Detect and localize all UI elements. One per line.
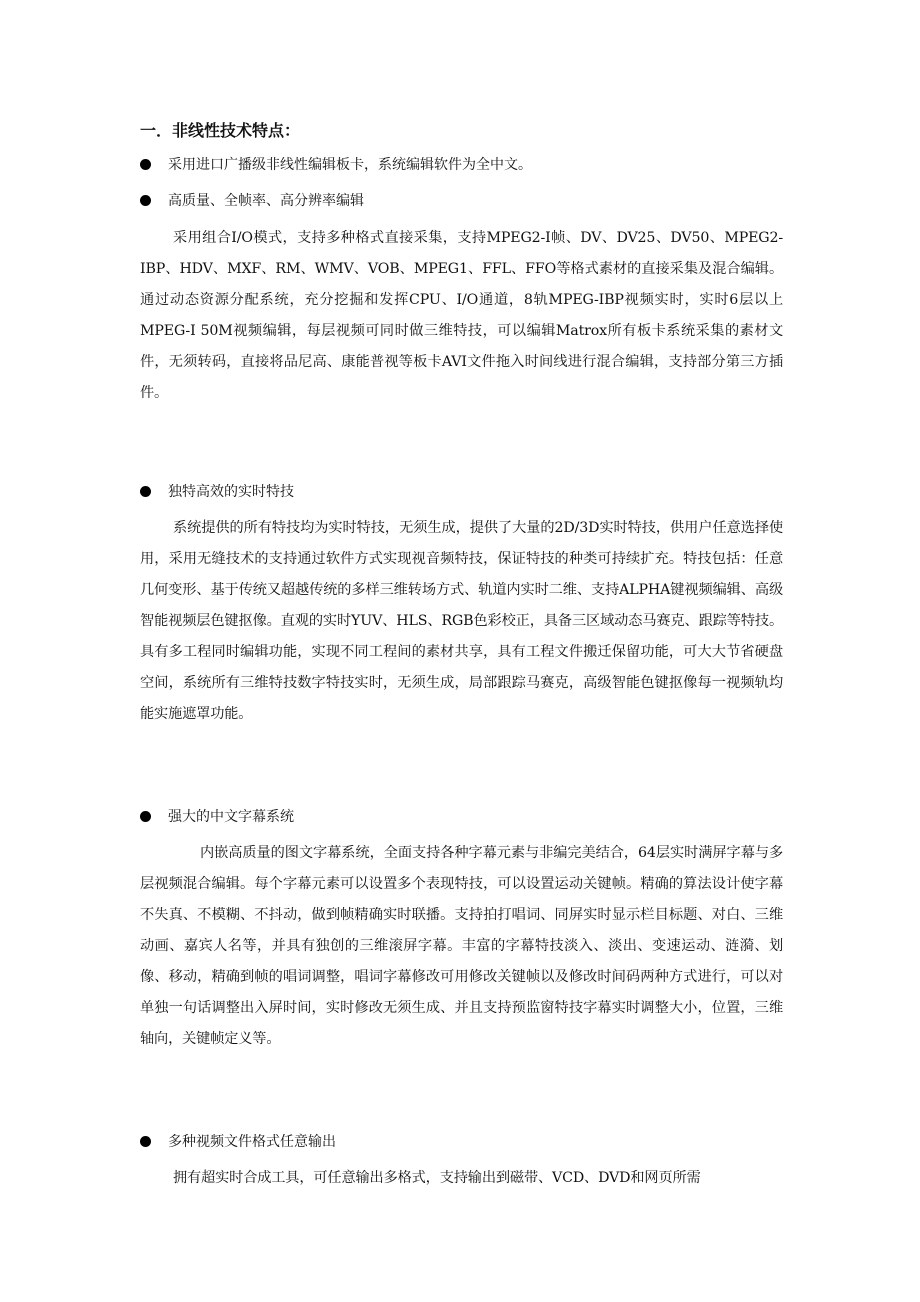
bullet-item-3 <box>140 481 294 503</box>
bullet-dot-icon <box>140 195 151 206</box>
paragraph-subtitles: 内嵌高质量的图文字幕系统，全面支持各种字幕元素与非编完美结合，64层实时满屏字幕与多层视频混合编辑。每个字幕元素可以设置多个表现特技，可以设置运动关键帧。精确的算法设计使字幕不失真、不模糊、不抖动，做到帧精确实时联播。支持拍打唱词、同屏实时显示栏目标题、对白、三维动画、嘉宾人名等，并具有独创的三维滚屏字幕。丰富的字幕特技淡入、淡出、变速运动、涟漪、划像、移动，精确到帧的唱词调整，唱词字幕修改可用修改关键帧以及修改时间码两种方式进行，可以对单独一句话调整出入屏时间，实时修改无须生成、并且支持预监窗特技字幕实时调整大小，位置，三维轴向，关键帧定义等。 <box>140 845 783 1047</box>
paragraph-effects: 系统提供的所有特技均为实时特技，无须生成，提供了大量的2D/3D实时特技，供用户任意选择使用，采用无缝技术的支持通过软件方式实现视音频特技，保证特技的种类可持续扩充。特技包括：任意几何变形、基于传统又超越传统的多样三维转场方式、轨道内实时二维、支持ALPHA键视频编辑、高级智能视频层色键抠像。直观的实时YUV、HLS、RGB色彩校正，具备三区域动态马赛克、跟踪等特技。具有多工程同时编辑功能，实现不同工程间的素材共享，具有工程文件搬迁保留功能，可大大节省硬盘空间，系统所有三维特技数字特技实时，无须生成，局部跟踪马赛克，高级智能色键抠像每一视频轨均能实施遮罩功能。 <box>140 520 783 722</box>
bullet-item-2 <box>140 190 364 212</box>
bullet-dot-icon <box>140 159 151 170</box>
bullet-item-5 <box>140 1131 336 1153</box>
paragraph-quality: 采用组合I/O模式，支持多种格式直接采集，支持MPEG2-I帧、DV、DV25、DV50、MPEG2-IBP、HDV、MXF、RM、WMV、VOB、MPEG1、FFL、FFO等格式素材的直接采集及混合编辑。通过动态资源分配系统，充分挖掘和发挥CPU、I/O通道，8轨MPEG-IBP视频实时，实时6层以上MPEG-I 50M视频编辑，每层视频可同时做三维特技，可以编辑Matrox所有板卡系统采集的素材文件，无须转码，直接将品尼高、康能普视等板卡AVI文件拖入时间线进行混合编辑，支持部分第三方插件。 <box>140 230 783 401</box>
bullet-text: 独特高效的实时特技 <box>168 484 294 500</box>
bullet-dot-icon <box>140 486 151 497</box>
bullet-item-1 <box>140 154 532 176</box>
bullet-dot-icon <box>140 1136 151 1147</box>
bullet-dot-icon <box>140 811 151 822</box>
bullet-text: 多种视频文件格式任意输出 <box>168 1134 336 1150</box>
paragraph-output: 拥有超实时合成工具，可任意输出多格式，支持输出到磁带、VCD、DVD和网页所需 <box>173 1170 701 1186</box>
bullet-text: 采用进口广播级非线性编辑板卡，系统编辑软件为全中文。 <box>168 157 532 173</box>
bullet-text: 高质量、全帧率、高分辨率编辑 <box>168 193 364 209</box>
bullet-text: 强大的中文字幕系统 <box>168 809 294 825</box>
bullet-item-4 <box>140 806 294 828</box>
section-heading: 一．非线性技术特点： <box>140 121 301 140</box>
